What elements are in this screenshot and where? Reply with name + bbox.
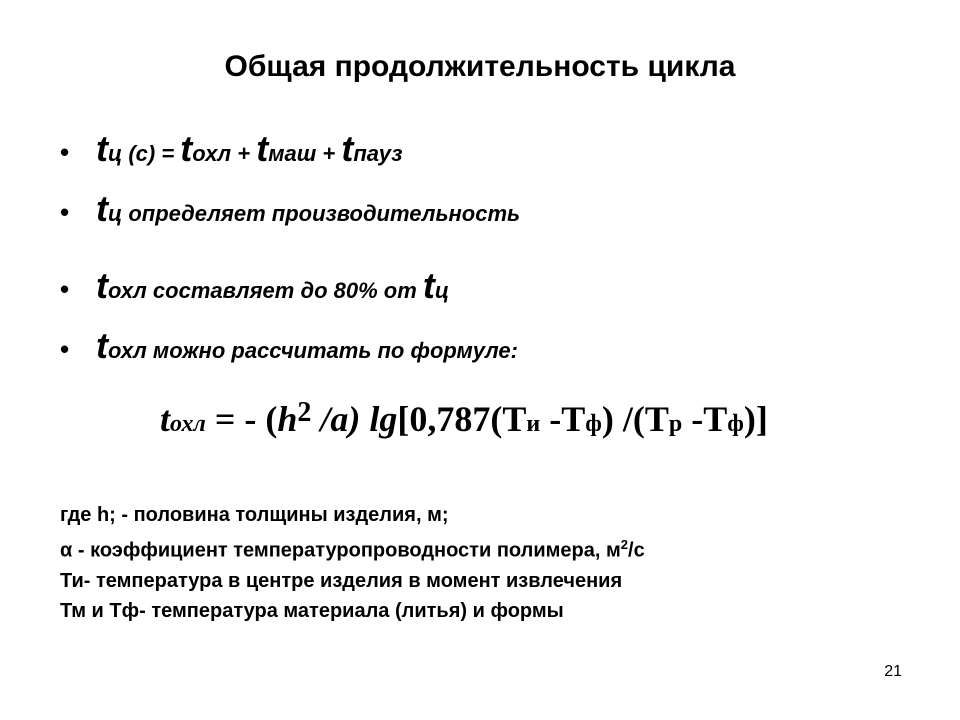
slide-title: Общая продолжительность цикла [224,50,736,83]
bullet-marker: • [60,274,70,304]
bullet-marker: • [60,334,70,364]
bullet-marker: • [60,137,70,167]
page-number: 21 [884,663,902,680]
variable-definitions [60,500,645,626]
bullet-cooling-formula-intro: • tохл можно рассчитать по формуле: [60,325,518,366]
cooling-time-formula: tохл = - ($h^2$ /a) lg[0,787(Ти -Тф) /(Тр -Тф)] [160,397,768,439]
note-h: где h; - половина толщины изделия, м; [60,504,449,526]
bullet-marker: • [60,197,70,227]
note-alpha: α - коэффициент температуропроводности полимера, $м^2/с$ [60,537,645,562]
bullet-cycle-time: • tц (с) = tохл + tмаш + tпауз [60,128,403,169]
note-ti: Ти- температура в центре изделия в момент извлечения [60,569,623,592]
note-tm-tf: Тм и Тф- температура материала (литья) и формы [60,599,564,622]
bullet-cooling-share: • tохл составляет до 80% от tц [60,265,450,306]
bullet-productivity: • tц определяет производительность [60,188,521,229]
